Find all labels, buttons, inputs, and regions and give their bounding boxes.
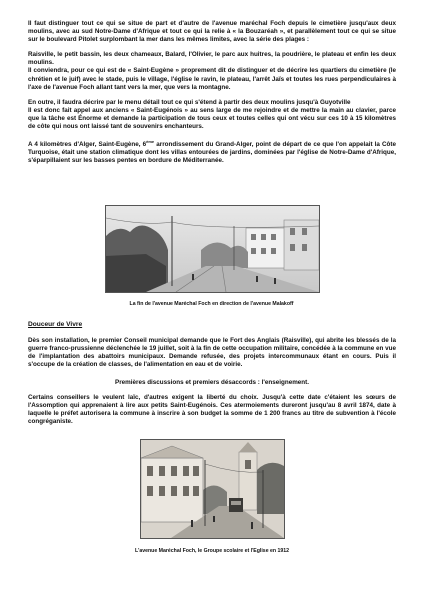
p6-end: arrondissement du Grand-Alger, point de départ de ce que l'on appelait la Côte Turquoise, était une station climatique dont les villas entourées de jardins, dominées par l'église de Notre-Dame d'Afrique, s'éparpillaient sur les basses pentes en bordure de Méditerranée. bbox=[28, 141, 396, 165]
intro-paragraph-6 bbox=[28, 138, 396, 165]
photo-1-caption: La fin de l'avenue Maréchal Foch en direction de l'avenue Malakoff bbox=[129, 301, 294, 307]
section-text-1 bbox=[28, 337, 396, 369]
photo-2-caption: L'avenue Maréchal Foch, le Groupe scolaire et l'Eglise en 1912 bbox=[134, 548, 290, 554]
section-paragraph-1: Dès son installation, le premier Conseil municipal demande que le Fort des Anglais (Raisville), qui abrite les blessés de la guerre franco-prussienne déclenchée le 19 juillet, soit à la fin de cette occupation militaire, concédée à la commune en vue de l'implantation des abattoirs municipaux. Demande refusée, des projets intercommunaux étant en cours. Puis il s'occupe de la création de classes, de l'alimentation en eau et de voirie. bbox=[28, 337, 396, 369]
p6-start: A 4 kilomètres d'Alger, Saint-Eugène, 6 bbox=[28, 141, 147, 149]
section-subheading bbox=[28, 379, 396, 387]
section-heading: Douceur de Vivre bbox=[28, 321, 83, 328]
intro-paragraph-4: En outre, il faudra décrire par le menu détail tout ce qui s'étend à partir des deux moulins jusqu'à Guyotville bbox=[28, 98, 351, 106]
section-subheading-text: Premières discussions et premiers désaccords : l'enseignement. bbox=[115, 379, 309, 386]
street-photo-1-illustration bbox=[106, 206, 319, 292]
intro-paragraph-5: Il est donc fait appel aux anciens « Saint-Eugénois » au sens large de me rejoindre et de mettre la main au clavier, parce que la tâche est Énorme et demande la participation de tous ceux et toutes celles qui ont vécu sur ces 10 à 15 kilomètres de côte qui nous ont laissé tant de souvenirs enchanteurs. bbox=[28, 106, 396, 131]
p6-sup: ème bbox=[146, 139, 155, 145]
section-paragraph-2: Certains conseillers le veulent laïc, d'autres exigent la liberté du choix. Jusqu'à cette date c'étaient les sœurs de l'Assomption qui apprenaient à lire aux petits Saint-Eugénois. Ces atermoiements dureront jusqu'au 8 avril 1874, date à laquelle le préfet autorisera la commune à inscrire à son budget la somme de 1 200 francs au titre de subvention à l'école congréganiste. bbox=[28, 394, 396, 426]
section-text-2 bbox=[28, 394, 396, 426]
intro-paragraph-2: Raisville, le petit bassin, les deux chameaux, Balard, l'Olivier, le parc aux huitres, la poudrière, le plateau et enfin les deux moulins. bbox=[28, 51, 396, 67]
street-photo-2 bbox=[140, 439, 285, 539]
intro-paragraph-3: Il conviendra, pour ce qui est de « Saint-Eugène » proprement dit de distinguer et de décrire les quartiers du cimetière (le chrétien et le juif) avec le stade, puis le village, l'église le ravin, le plateau, l'arrêt Jaïs et toutes les rues perpendiculaires à l'axe de l'avenue Foch allant tant vers la mer, que vers la montagne. bbox=[28, 67, 396, 91]
street-photo-1 bbox=[105, 205, 320, 293]
street-photo-2-illustration bbox=[141, 440, 284, 538]
intro-paragraph-1: Il faut distinguer tout ce qui se situe de part et d'autre de l'avenue maréchal Foch depuis le cimetière jusqu'aux deux moulins, avec au sud Notre-Dame d'Afrique et tout ce qui la relie à « la Bouzaréah », et parallèlement tout ce qui se situe sur le boulevard Pitolet surplombant la mer dans les mêmes limites, avec la série des plages : bbox=[28, 20, 396, 44]
intro-text bbox=[28, 20, 396, 166]
